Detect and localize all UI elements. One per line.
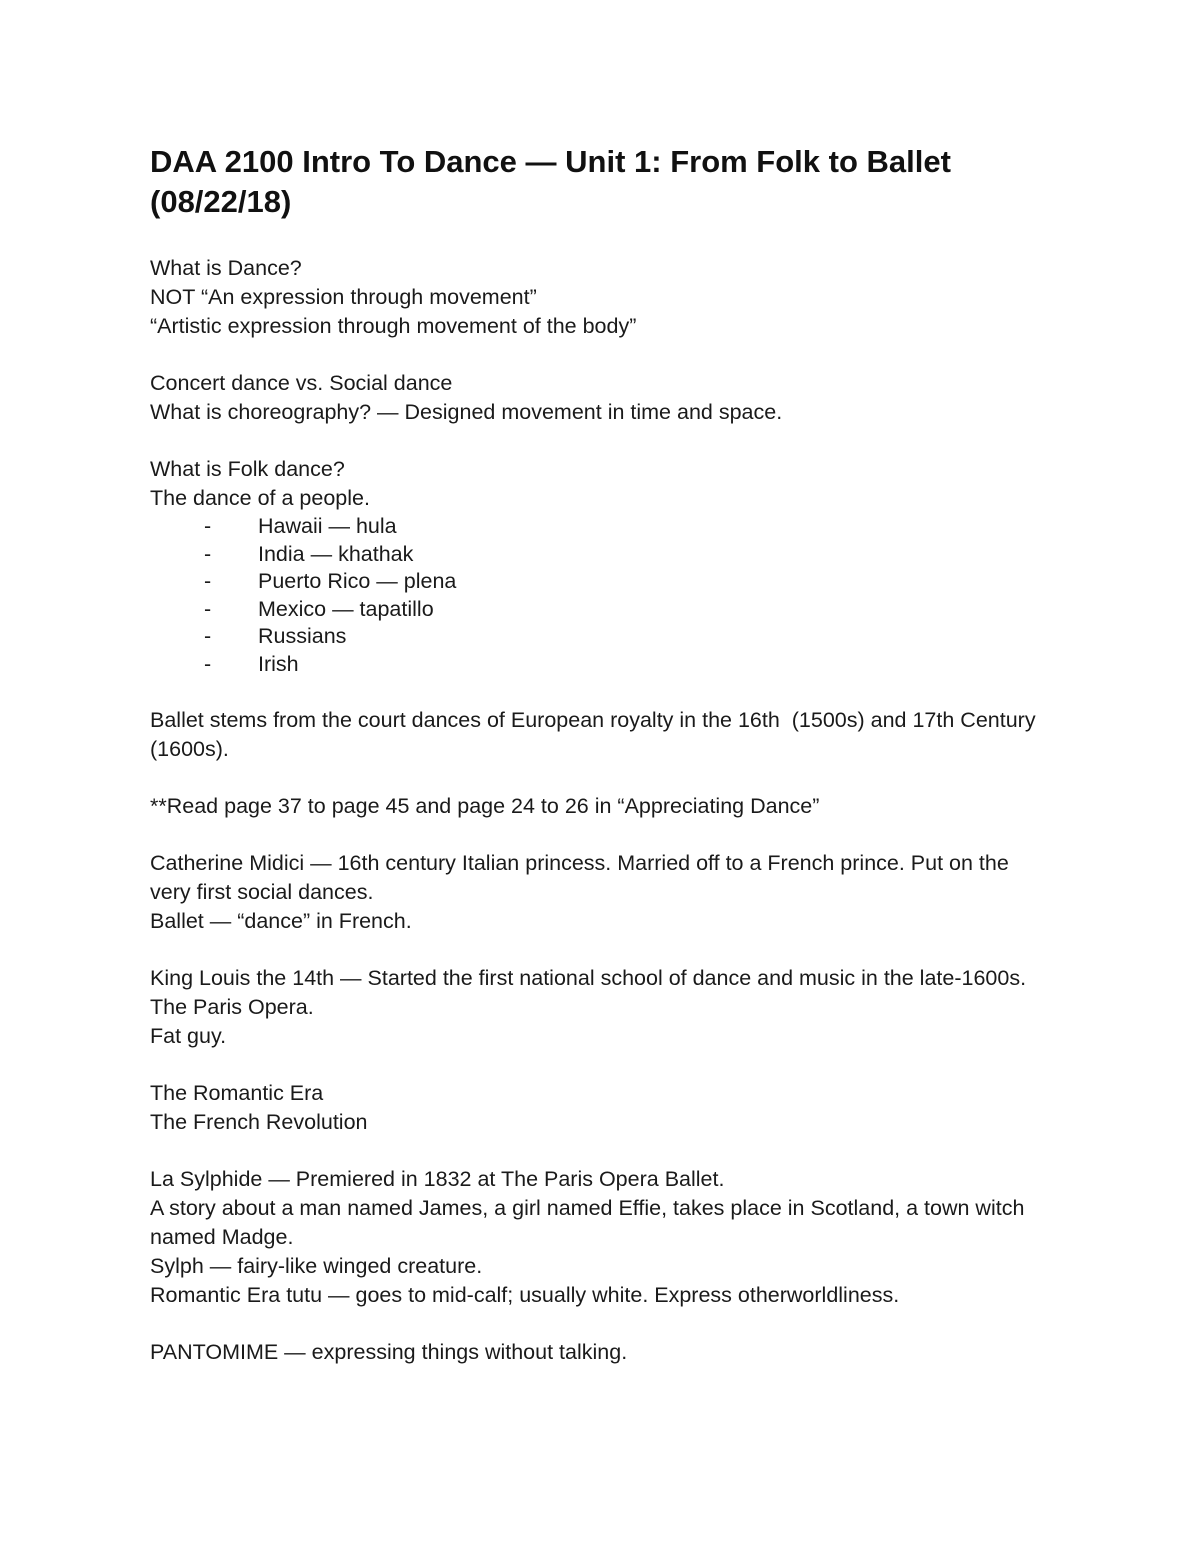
section-king-louis <box>150 964 1050 1051</box>
section-reading-assignment <box>150 792 1050 821</box>
text-line: Sylph — fairy-like winged creature. <box>150 1254 483 1278</box>
list-item-text: India — khathak <box>258 541 414 566</box>
folk-dance-list <box>150 513 1050 678</box>
text-line: The Romantic Era <box>150 1081 324 1105</box>
document-title: DAA 2100 Intro To Dance — Unit 1: From Folk to Ballet (08/22/18) <box>150 144 951 219</box>
section-romantic-era <box>150 1079 1050 1137</box>
text-line: What is Folk dance? <box>150 457 345 481</box>
list-item <box>150 623 1050 651</box>
paragraph-gap <box>150 1137 1050 1165</box>
list-item <box>150 513 1050 541</box>
list-marker: - <box>204 651 212 676</box>
paragraph-gap <box>150 427 1050 455</box>
section-what-is-dance <box>150 254 1050 341</box>
section-ballet-origins <box>150 706 1050 764</box>
paragraph-gap <box>150 936 1050 964</box>
list-marker: - <box>204 514 212 538</box>
section-concert-dance <box>150 369 1050 427</box>
paragraph-gap <box>150 1051 1050 1079</box>
list-item-text: Puerto Rico — plena <box>258 569 457 593</box>
paragraph-gap <box>150 341 1050 369</box>
paragraph-gap <box>150 1310 1050 1338</box>
text-line: Concert dance vs. Social dance <box>150 371 453 395</box>
text-line: Fat guy. <box>150 1024 227 1048</box>
text-line: The French Revolution <box>150 1110 368 1134</box>
list-item <box>150 541 1050 569</box>
text-line: A story about a man named James, a girl named Effie, takes place in Scotland, a town witch named Madge. <box>150 1196 1031 1249</box>
list-marker: - <box>204 541 212 566</box>
text-line: La Sylphide — Premiered in 1832 at The Paris Opera Ballet. <box>150 1167 725 1191</box>
text-line: What is choreography? — Designed movement in time and space. <box>150 400 783 424</box>
section-catherine-midici <box>150 849 1050 936</box>
text-line: Romantic Era tutu — goes to mid-calf; usually white. Express otherworldliness. <box>150 1283 900 1307</box>
list-item <box>150 568 1050 596</box>
list-item-text: Irish <box>258 651 299 676</box>
text-line: The dance of a people. <box>150 486 370 510</box>
paragraph-gap <box>150 764 1050 792</box>
section-folk-dance <box>150 455 1050 678</box>
list-marker: - <box>204 624 212 648</box>
list-item <box>150 651 1050 679</box>
text-line: NOT “An expression through movement” <box>150 285 537 309</box>
text-line: Catherine Midici — 16th century Italian princess. Married off to a French prince. Put on the very first social dances. <box>150 851 1015 904</box>
document-body <box>150 142 1050 1367</box>
section-pantomime <box>150 1338 1050 1367</box>
text-line: King Louis the 14th — Started the first national school of dance and music in the late-1600s. The Paris Opera. <box>150 966 1032 1019</box>
text-line: “Artistic expression through movement of the body” <box>150 314 637 338</box>
text-line: Ballet stems from the court dances of European royalty in the 16th (1500s) and 17th Century (1600s). <box>150 708 1042 761</box>
text-line: Ballet — “dance” in French. <box>150 909 412 933</box>
list-marker: - <box>204 569 212 593</box>
list-item-text: Hawaii — hula <box>258 514 397 538</box>
list-item-text: Russians <box>258 624 347 648</box>
text-line: What is Dance? <box>150 256 302 280</box>
text-line: PANTOMIME — expressing things without talking. <box>150 1340 628 1364</box>
paragraph-gap <box>150 678 1050 706</box>
list-item <box>150 596 1050 624</box>
list-item-text: Mexico — tapatillo <box>258 596 434 621</box>
paragraph-gap <box>150 821 1050 849</box>
section-la-sylphide <box>150 1165 1050 1310</box>
text-line: **Read page 37 to page 45 and page 24 to 26 in “Appreciating Dance” <box>150 794 820 818</box>
list-marker: - <box>204 596 212 621</box>
